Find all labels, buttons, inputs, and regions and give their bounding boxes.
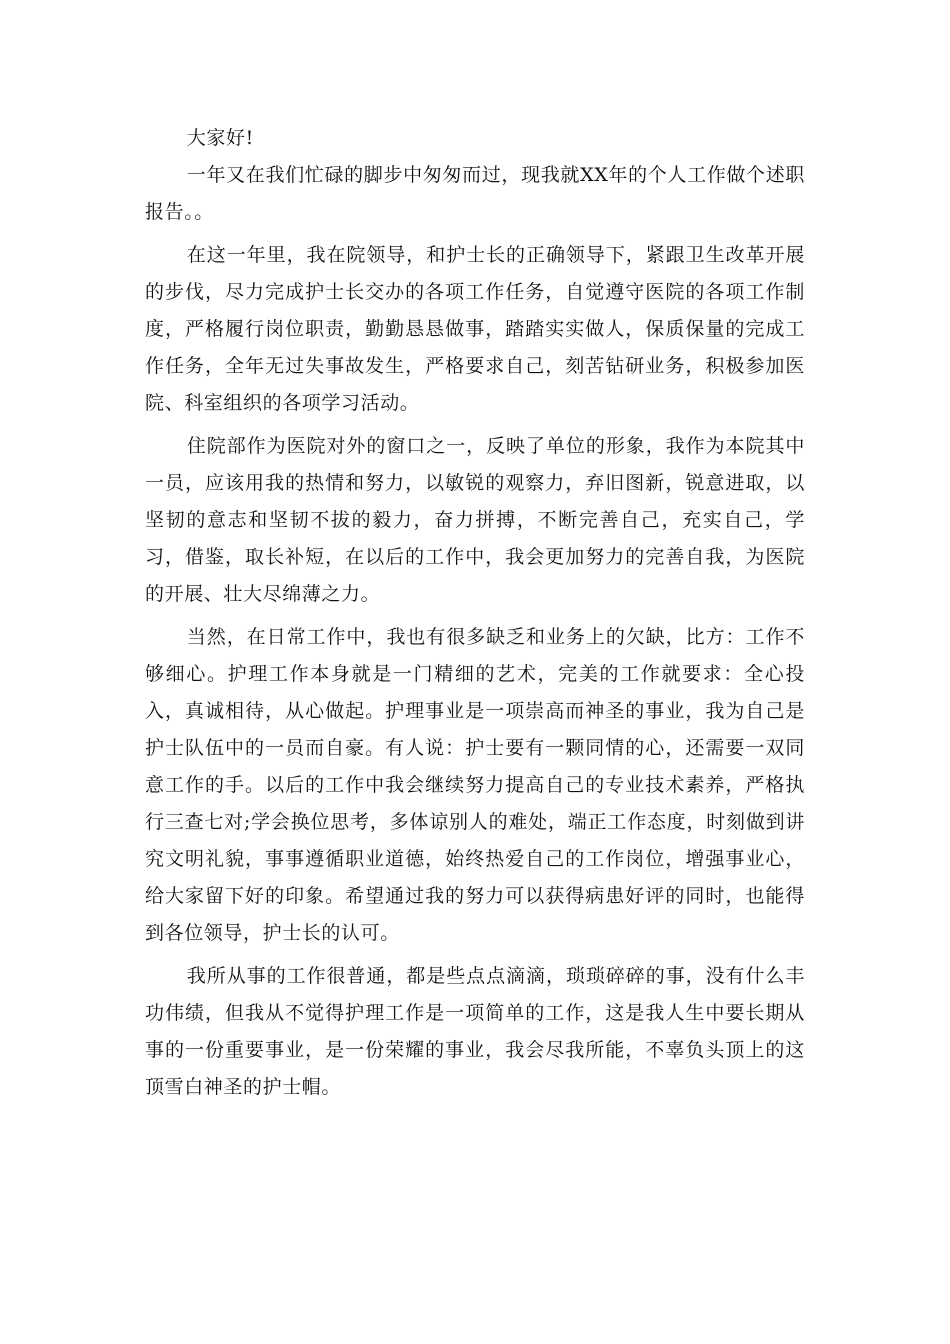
paragraph-intro: 一年又在我们忙碌的脚步中匆匆而过，现我就XX年的个人工作做个述职报告。。 [145,164,805,223]
paragraph-inpatient-department: 住院部作为医院对外的窗口之一，反映了单位的形象，我作为本院其中一员，应该用我的热情和努力，以敏锐的观察力，弃旧图新，锐意进取，以坚韧的意志和坚韧不拔的毅力，奋力拼搏，不断完善自己，充实自己，学习，借鉴，取长补短，在以后的工作中，我会更加努力的完善自我，为医院的开展、壮大尽绵薄之力。 [145,435,805,605]
document-body [145,120,805,1112]
paragraph-work-summary: 在这一年里，我在院领导，和护士长的正确领导下，紧跟卫生改革开展的步伐，尽力完成护士长交办的各项工作任务，自觉遵守医院的各项工作制度，严格履行岗位职责，勤勤恳恳做事，踏踏实实做人，保质保量的完成工作任务，全年无过失事故发生，严格要求自己，刻苦钻研业务，积极参加医院、科室组织的各项学习活动。 [145,244,805,414]
paragraph-conclusion: 我所从事的工作很普通，都是些点点滴滴，琐琐碎碎的事，没有什么丰功伟绩，但我从不觉得护理工作是一项简单的工作，这是我人生中要长期从事的一份重要事业，是一份荣耀的事业，我会尽我所能，不辜负头顶上的这顶雪白神圣的护士帽。 [145,965,805,1098]
greeting-line: 大家好! [186,127,254,149]
paragraph-shortcomings: 当然，在日常工作中，我也有很多缺乏和业务上的欠缺，比方：工作不够细心。护理工作本身就是一门精细的艺术，完美的工作就要求：全心投入，真诚相待，从心做起。护理事业是一项崇高而神圣的事业，我为自己是护士队伍中的一员而自豪。有人说：护士要有一颗同情的心，还需要一双同意工作的手。以后的工作中我会继续努力提高自己的专业技术素养，严格执行三查七对;学会换位思考，多体谅别人的难处，端正工作态度，时刻做到讲究文明礼貌，事事遵循职业道德，始终热爱自己的工作岗位，增强事业心，给大家留下好的印象。希望通过我的努力可以获得病患好评的同时，也能得到各位领导，护士长的认可。 [145,626,805,944]
